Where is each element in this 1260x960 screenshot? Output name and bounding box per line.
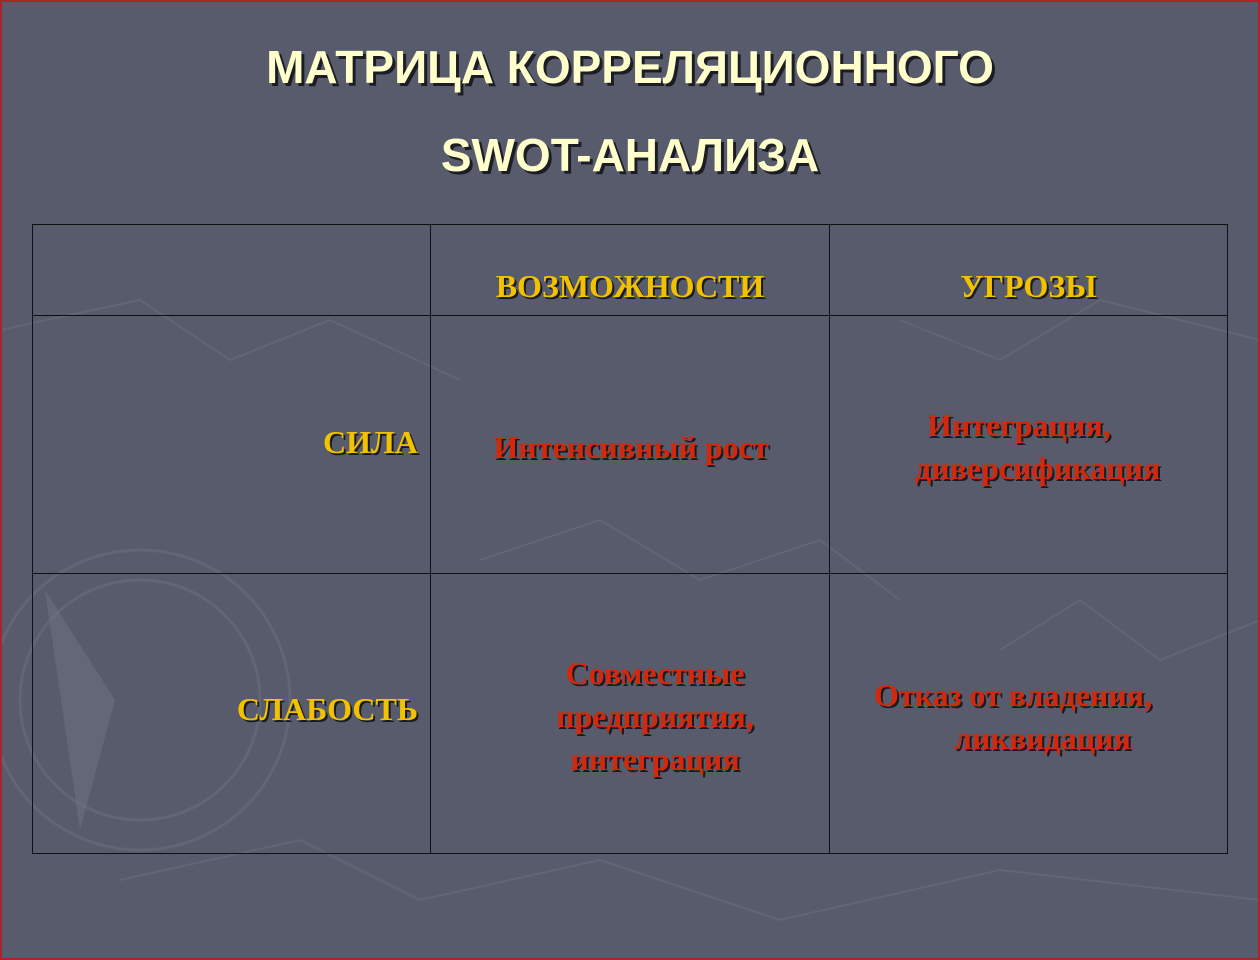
cell-text-line: Отказ от владения,	[874, 677, 1153, 713]
cell-text-line: интеграция	[570, 741, 740, 777]
cell-strengths-threats	[829, 315, 1228, 574]
cell-weaknesses-opportunities	[430, 573, 830, 854]
cell-strengths-opportunities	[430, 315, 830, 574]
cell-text-line: Интеграция,	[927, 407, 1111, 443]
column-header-threats	[829, 224, 1228, 316]
row-header-label: СИЛА	[323, 424, 418, 460]
column-header-label: ВОЗМОЖНОСТИ	[495, 268, 765, 304]
row-header-label: СЛАБОСТЬ	[236, 691, 418, 727]
slide-title-line1: МАТРИЦА КОРРЕЛЯЦИОННОГО	[266, 41, 994, 93]
slide-title-line2: SWOT-АНАЛИЗА	[440, 129, 820, 181]
row-header-weaknesses	[32, 573, 431, 854]
column-header-label: УГРОЗЫ	[960, 268, 1097, 304]
cell-text-line: предприятия,	[556, 698, 754, 734]
cell-weaknesses-threats	[829, 573, 1228, 854]
cell-text-line: Совместные	[565, 655, 745, 691]
matrix-corner-cell	[32, 224, 431, 316]
column-header-opportunities	[430, 224, 830, 316]
cell-text-line: диверсификация	[915, 450, 1161, 486]
cell-text-line: Интенсивный рост	[493, 429, 769, 465]
row-header-strengths	[32, 315, 431, 574]
cell-text-line: ликвидация	[954, 720, 1131, 756]
